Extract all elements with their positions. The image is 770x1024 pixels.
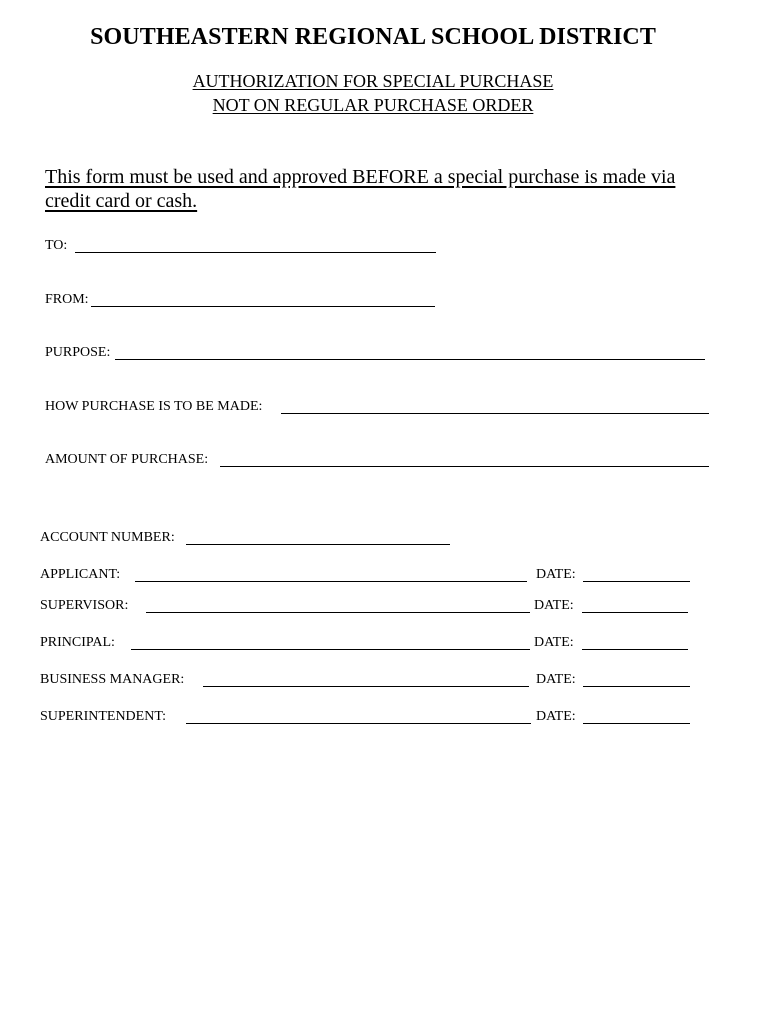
to-field[interactable] (75, 252, 436, 253)
usage-notice: This form must be used and approved BEFORE a special purchase is made via credit card or cash. (45, 166, 676, 212)
to-label: TO: (45, 238, 68, 253)
principal-signature-field[interactable] (131, 649, 530, 650)
superintendent-signature-field[interactable] (186, 723, 531, 724)
superintendent-label: SUPERINTENDENT: (40, 709, 167, 724)
purpose-label: PURPOSE: (45, 345, 111, 360)
account-number-label: ACCOUNT NUMBER: (40, 530, 175, 545)
business-manager-label: BUSINESS MANAGER: (40, 672, 185, 687)
supervisor-date-field[interactable] (582, 612, 688, 613)
superintendent-date-label: DATE: (536, 709, 576, 724)
business-manager-signature-field[interactable] (203, 686, 529, 687)
principal-date-label: DATE: (534, 635, 574, 650)
applicant-date-field[interactable] (583, 581, 690, 582)
applicant-label: APPLICANT: (40, 567, 121, 582)
account-number-field[interactable] (186, 544, 450, 545)
applicant-signature-field[interactable] (135, 581, 527, 582)
principal-label: PRINCIPAL: (40, 635, 115, 650)
applicant-date-label: DATE: (536, 567, 576, 582)
supervisor-label: SUPERVISOR: (40, 598, 129, 613)
amount-label: AMOUNT OF PURCHASE: (45, 452, 209, 467)
how-made-field[interactable] (281, 413, 709, 414)
from-label: FROM: (45, 292, 89, 307)
how-made-label: HOW PURCHASE IS TO BE MADE: (45, 399, 263, 414)
business-manager-date-label: DATE: (536, 672, 576, 687)
business-manager-date-field[interactable] (583, 686, 690, 687)
superintendent-date-field[interactable] (583, 723, 690, 724)
supervisor-signature-field[interactable] (146, 612, 530, 613)
form-subtitle-line-2: NOT ON REGULAR PURCHASE ORDER (212, 95, 534, 115)
form-title: SOUTHEASTERN REGIONAL SCHOOL DISTRICT (90, 24, 656, 50)
supervisor-date-label: DATE: (534, 598, 574, 613)
amount-field[interactable] (220, 466, 709, 467)
principal-date-field[interactable] (582, 649, 688, 650)
from-field[interactable] (91, 306, 435, 307)
form-subtitle-line-1: AUTHORIZATION FOR SPECIAL PURCHASE (192, 71, 554, 91)
purpose-field[interactable] (115, 359, 705, 360)
